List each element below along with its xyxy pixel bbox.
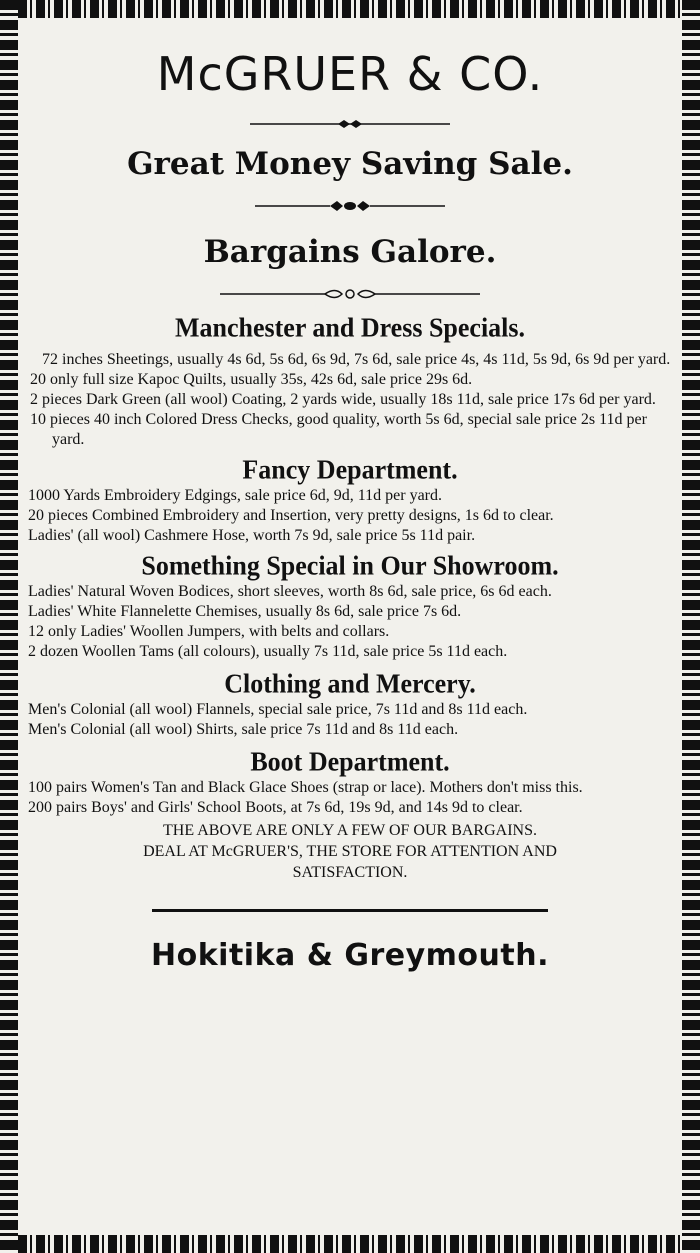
- list-item: 10 pieces 40 inch Colored Dress Checks, good quality, worth 5s 6d, special sale price 2s 11d per yard.: [30, 411, 647, 448]
- section-title-manchester: Manchester and Dress Specials.: [174, 312, 526, 343]
- section-items-showroom: [28, 582, 672, 662]
- section-title-fancy: Fancy Department.: [242, 454, 458, 485]
- closing-line-2: DEAL AT McGRUER'S, THE STORE FOR ATTENTION AND SATISFACTION.: [143, 843, 557, 881]
- list-item: 20 only full size Kapoc Quilts, usually 35s, 42s 6d, sale price 29s 6d.: [30, 371, 473, 388]
- section-title-showroom: Something Special in Our Showroom.: [141, 550, 559, 581]
- footer-rule: [152, 909, 548, 912]
- ornamental-border-top: [0, 0, 700, 18]
- section-items-manchester: [28, 350, 672, 450]
- closing-line-1: THE ABOVE ARE ONLY A FEW OF OUR BARGAINS.: [163, 822, 537, 839]
- section-items-clothing: [28, 700, 672, 740]
- sale-title: Great Money Saving Sale.: [127, 146, 573, 182]
- bargains-headline: Bargains Galore.: [203, 234, 497, 270]
- list-item: Men's Colonial (all wool) Flannels, special sale price, 7s 11d and 8s 11d each.: [28, 701, 528, 718]
- list-item: 2 pieces Dark Green (all wool) Coating, 2 yards wide, usually 18s 11d, sale price 17s 6d per yard.: [30, 391, 656, 408]
- list-item: 20 pieces Combined Embroidery and Insertion, very pretty designs, 1s 6d to clear.: [28, 507, 554, 524]
- list-item: 200 pairs Boys' and Girls' School Boots, at 7s 6d, 19s 9d, and 14s 9d to clear.: [28, 799, 523, 816]
- section-title-clothing: Clothing and Mercery.: [224, 668, 476, 699]
- company-title: McGRUER & CO.: [156, 47, 544, 101]
- footer-locations: Hokitika & Greymouth.: [151, 938, 549, 973]
- section-title-boot: Boot Department.: [250, 746, 450, 777]
- list-item: Ladies' (all wool) Cashmere Hose, worth 7s 9d, sale price 5s 11d pair.: [28, 527, 476, 544]
- ornamental-border-left: [0, 0, 18, 1253]
- section-items-boot: [28, 778, 672, 818]
- list-item: Men's Colonial (all wool) Shirts, sale price 7s 11d and 8s 11d each.: [28, 721, 459, 738]
- flourish-divider-2: [255, 196, 445, 216]
- list-item: 1000 Yards Embroidery Edgings, sale price 6d, 9d, 11d per yard.: [28, 487, 442, 504]
- list-item: Ladies' Natural Woven Bodices, short sleeves, worth 8s 6d, sale price, 6s 6d each.: [28, 583, 552, 600]
- flourish-divider-3: [220, 284, 480, 304]
- advertisement: [28, 24, 672, 973]
- ornamental-border-bottom: [0, 1235, 700, 1253]
- flourish-divider-1: [250, 114, 450, 134]
- list-item: Ladies' White Flannelette Chemises, usually 8s 6d, sale price 7s 6d.: [28, 603, 462, 620]
- ornamental-border-right: [682, 0, 700, 1253]
- list-item: 100 pairs Women's Tan and Black Glace Shoes (strap or lace). Mothers don't miss this.: [28, 779, 583, 796]
- list-item: 2 dozen Woollen Tams (all colours), usually 7s 11d, sale price 5s 11d each.: [28, 643, 508, 660]
- list-item: 72 inches Sheetings, usually 4s 6d, 5s 6d, 6s 9d, 7s 6d, sale price 4s, 4s 11d, 5s 9d, 6s 9d per yard.: [42, 351, 671, 368]
- section-items-fancy: [28, 486, 672, 546]
- list-item: 12 only Ladies' Woollen Jumpers, with belts and collars.: [28, 623, 390, 640]
